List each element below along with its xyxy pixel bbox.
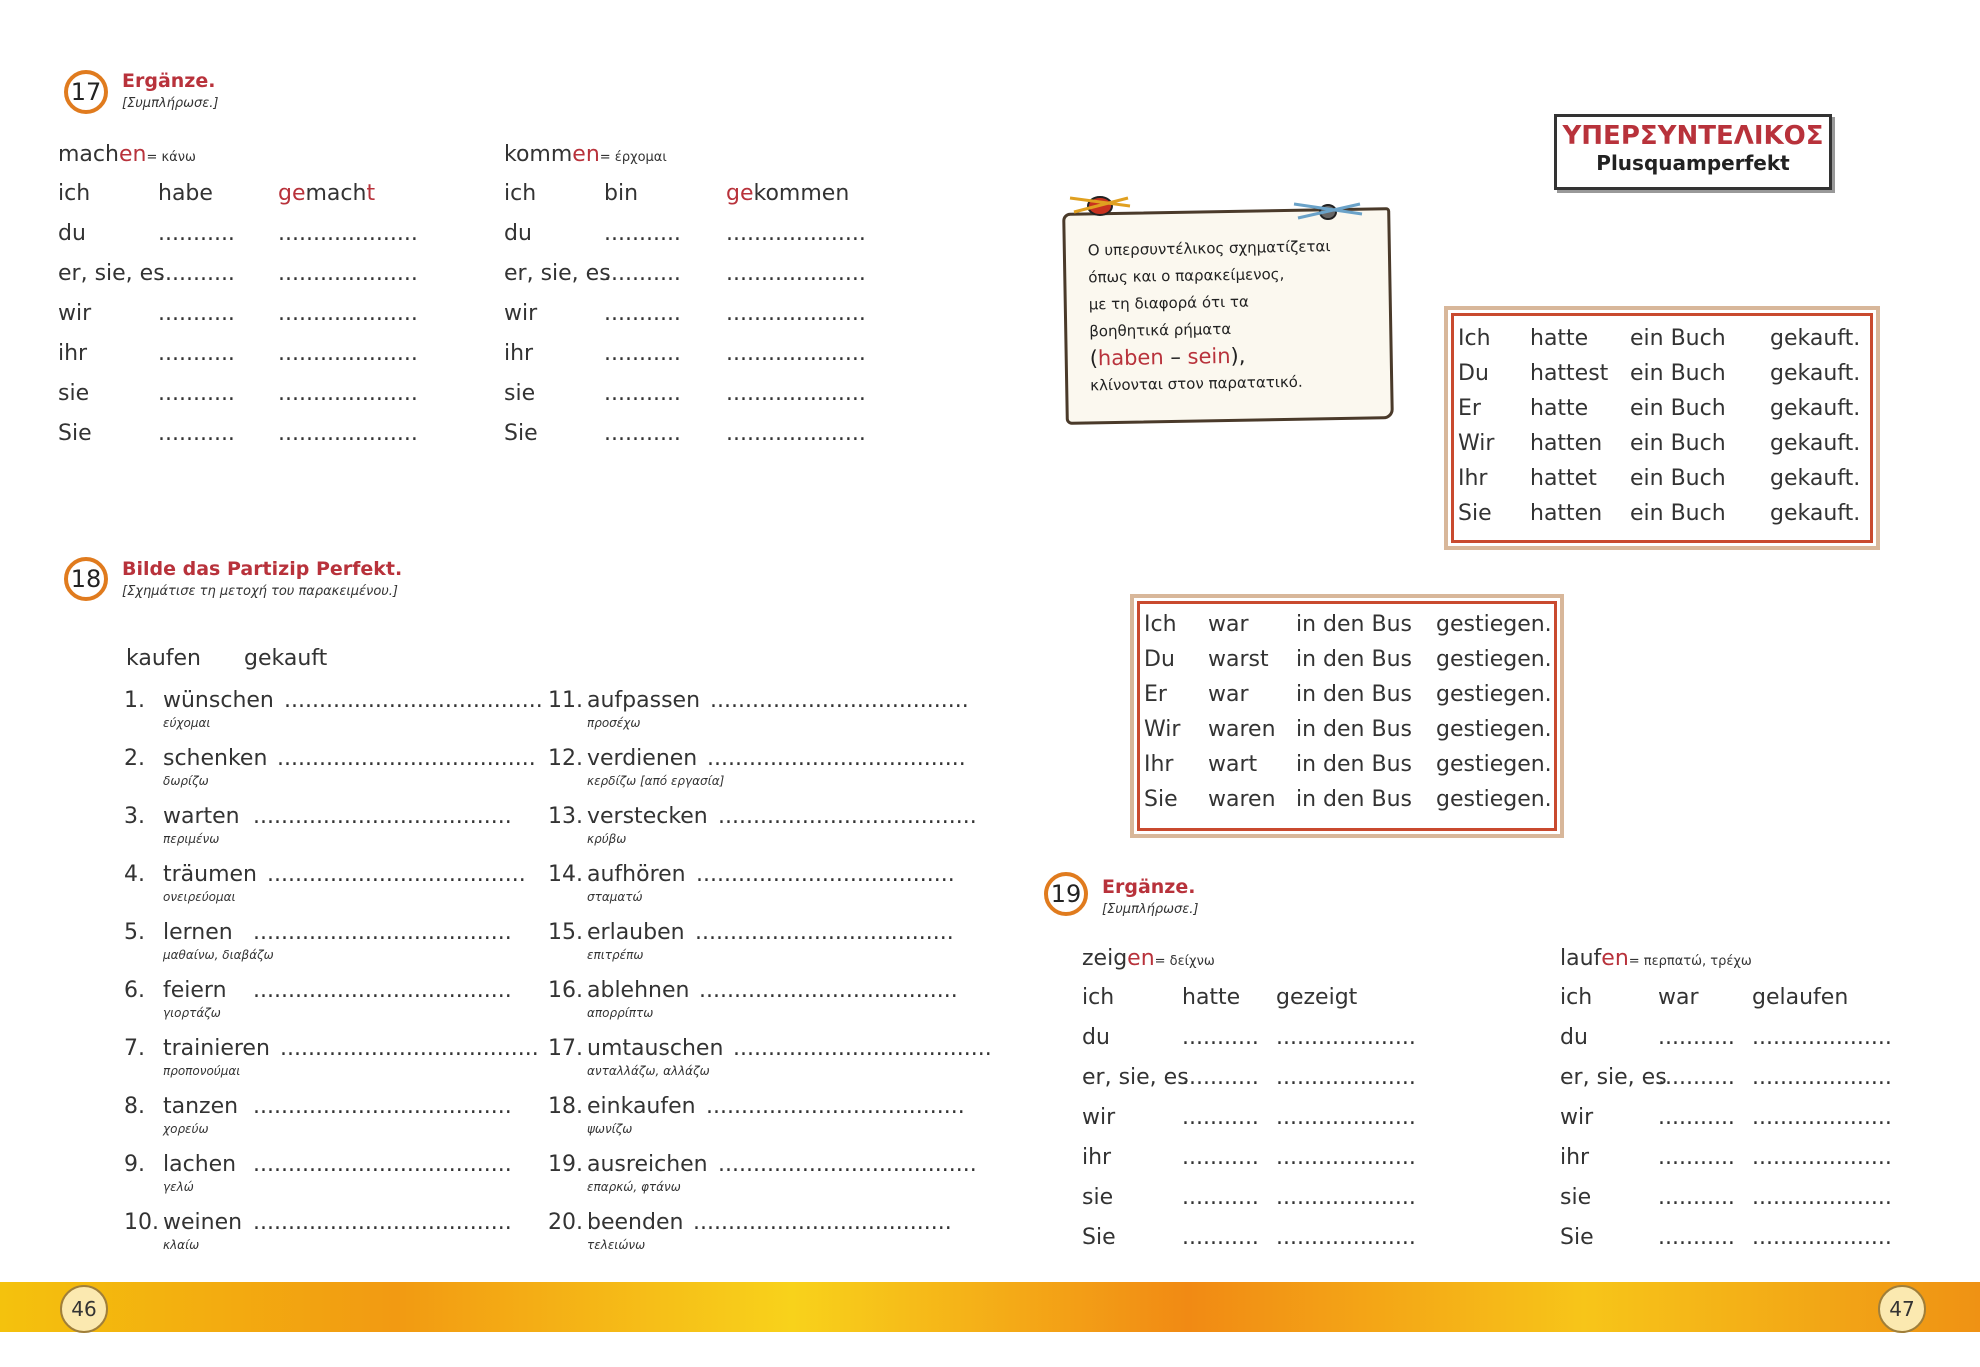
past-participle: gelaufen: [1752, 985, 1849, 1010]
item-verb: erlauben: [587, 920, 685, 945]
table-pronoun: Ihr: [1144, 752, 1174, 777]
pronoun: ihr: [1560, 1145, 1590, 1170]
table-participle: gekauft.: [1770, 466, 1861, 491]
scroll-sein: sein: [1187, 343, 1231, 369]
table-participle: gestiegen.: [1436, 647, 1552, 672]
table-pronoun: Wir: [1144, 717, 1181, 742]
item-verb: beenden: [587, 1210, 684, 1235]
pronoun: ihr: [1082, 1145, 1112, 1170]
table-auxiliary: hatten: [1530, 431, 1603, 456]
verb-stem: zeig: [1082, 946, 1128, 971]
scroll-dash: –: [1163, 344, 1188, 370]
exercise-number: 17: [70, 78, 102, 106]
table-participle: gestiegen.: [1436, 787, 1552, 812]
table-auxiliary: hatte: [1530, 326, 1589, 351]
pronoun: wir: [1082, 1105, 1116, 1130]
item-verb: aufpassen: [587, 688, 701, 713]
pronoun: Sie: [1560, 1225, 1594, 1250]
table-pronoun: Er: [1144, 682, 1167, 707]
exercise-subtitle: [Συμπλήρωσε.]: [122, 96, 219, 111]
pronoun: ich: [504, 181, 537, 206]
pronoun: du: [1082, 1025, 1110, 1050]
item-gloss: σταματώ: [587, 890, 643, 904]
blank-participle: ....................: [1752, 1065, 1892, 1090]
verb-meaning: = δείχνω: [1154, 954, 1215, 969]
blank-participle: ....................: [278, 341, 418, 366]
pronoun: ich: [1082, 985, 1115, 1010]
table-participle: gekauft.: [1770, 396, 1861, 421]
verb-meaning: = έρχομαι: [599, 150, 667, 165]
verb-ending: en: [1601, 946, 1629, 971]
item-gloss: τελειώνω: [587, 1238, 646, 1252]
scroll-paren: ),: [1230, 343, 1246, 368]
blank-participle: ....................: [726, 261, 866, 286]
blank-participle: ....................: [1752, 1145, 1892, 1170]
item-number: 9.: [124, 1152, 145, 1177]
item-number: 11.: [548, 688, 583, 713]
answer-blank: .....................................: [284, 688, 543, 713]
blank-auxiliary: ...........: [604, 421, 681, 446]
blank-auxiliary: ...........: [158, 381, 235, 406]
example-participle: gekauft: [244, 646, 328, 671]
blank-auxiliary: ...........: [1182, 1185, 1259, 1210]
blank-participle: ....................: [1752, 1025, 1892, 1050]
pronoun: er, sie, es: [504, 261, 611, 286]
scroll-text-line: με τη διαφορά ότι τα: [1088, 292, 1250, 314]
item-gloss: ανταλλάζω, αλλάζω: [587, 1064, 710, 1078]
page-number-right: 47: [1878, 1285, 1926, 1333]
blank-participle: ....................: [726, 381, 866, 406]
blank-participle: ....................: [1276, 1185, 1416, 1210]
scroll-text-line: βοηθητικά ρήματα: [1089, 319, 1232, 341]
table-pronoun: Du: [1144, 647, 1175, 672]
item-gloss: προπονούμαι: [163, 1064, 241, 1078]
blank-participle: ....................: [278, 221, 418, 246]
scroll-text-line: [1089, 341, 1332, 372]
answer-blank: .....................................: [253, 1094, 512, 1119]
item-verb: trainieren: [163, 1036, 270, 1061]
table-pronoun: Du: [1458, 361, 1489, 386]
table-auxiliary: wart: [1208, 752, 1258, 777]
item-gloss: κρύβω: [587, 832, 627, 846]
item-verb: träumen: [163, 862, 258, 887]
scroll-text-line: κλίνονται στον παρατατικό.: [1090, 372, 1303, 395]
item-number: 14.: [548, 862, 583, 887]
answer-blank: .....................................: [718, 1152, 977, 1177]
participle-stem: mach: [305, 181, 367, 206]
blank-participle: ....................: [1752, 1105, 1892, 1130]
pronoun: sie: [1560, 1185, 1592, 1210]
answer-blank: .....................................: [253, 920, 512, 945]
blank-auxiliary: ...........: [1182, 1065, 1259, 1090]
verb-heading: [1082, 946, 1215, 971]
item-gloss: ονειρεύομαι: [163, 890, 236, 904]
item-verb: ablehnen: [587, 978, 690, 1003]
scroll-text-line: όπως και ο παρακείμενος,: [1088, 265, 1285, 287]
table-participle: gekauft.: [1770, 501, 1861, 526]
item-verb: aufhören: [587, 862, 686, 887]
pronoun: er, sie, es: [58, 261, 165, 286]
item-gloss: εύχομαι: [163, 716, 211, 730]
blank-participle: ....................: [1276, 1225, 1416, 1250]
pronoun: er, sie, es: [1560, 1065, 1667, 1090]
item-verb: tanzen: [163, 1094, 239, 1119]
item-number: 3.: [124, 804, 145, 829]
item-gloss: δωρίζω: [163, 774, 209, 788]
item-verb: wünschen: [163, 688, 274, 713]
auxiliary-verb: habe: [158, 181, 213, 206]
blank-participle: ....................: [726, 301, 866, 326]
blank-participle: ....................: [726, 341, 866, 366]
blank-auxiliary: ...........: [1658, 1025, 1735, 1050]
exercise-number: 19: [1050, 880, 1082, 908]
past-participle: [726, 181, 849, 206]
exercise-number: 18: [70, 565, 102, 593]
pronoun: er, sie, es: [1082, 1065, 1189, 1090]
table-pronoun: Wir: [1458, 431, 1495, 456]
blank-participle: ....................: [726, 221, 866, 246]
answer-blank: .....................................: [718, 804, 977, 829]
blank-auxiliary: ...........: [158, 261, 235, 286]
item-gloss: επαρκώ, φτάνω: [587, 1180, 681, 1194]
table-participle: gestiegen.: [1436, 612, 1552, 637]
pronoun: ihr: [504, 341, 534, 366]
answer-blank: .....................................: [706, 1094, 965, 1119]
item-gloss: περιμένω: [163, 832, 220, 846]
scroll-paren: (: [1089, 346, 1099, 371]
table-object: in den Bus: [1296, 647, 1412, 672]
table-pronoun: Ich: [1458, 326, 1491, 351]
exercise-title: Bilde das Partizip Perfekt.: [122, 558, 403, 580]
answer-blank: .....................................: [253, 1152, 512, 1177]
item-number: 20.: [548, 1210, 583, 1235]
item-gloss: προσέχω: [587, 716, 641, 730]
item-number: 4.: [124, 862, 145, 887]
table-pronoun: Sie: [1458, 501, 1492, 526]
table-object: ein Buch: [1630, 361, 1726, 386]
blank-auxiliary: ...........: [1658, 1185, 1735, 1210]
table-auxiliary: hatten: [1530, 501, 1603, 526]
table-participle: gekauft.: [1770, 326, 1861, 351]
ladybug-icon: [1060, 184, 1140, 224]
decorative-footer-band: [0, 1282, 1980, 1332]
pronoun: ihr: [58, 341, 88, 366]
participle-prefix: ge: [726, 181, 754, 206]
item-number: 13.: [548, 804, 583, 829]
verb-meaning: = περπατώ, τρέχω: [1628, 954, 1752, 969]
table-object: in den Bus: [1296, 612, 1412, 637]
item-number: 15.: [548, 920, 583, 945]
blank-auxiliary: ...........: [1182, 1025, 1259, 1050]
auxiliary-verb: war: [1658, 985, 1699, 1010]
exercise-subtitle: [Συμπλήρωσε.]: [1102, 902, 1199, 917]
item-verb: feiern: [163, 978, 227, 1003]
table-pronoun: Sie: [1144, 787, 1178, 812]
grammar-title-german: Plusquamperfekt: [1596, 151, 1790, 175]
item-verb: weinen: [163, 1210, 243, 1235]
item-verb: verstecken: [587, 804, 708, 829]
item-gloss: μαθαίνω, διαβάζω: [163, 948, 274, 962]
item-number: 6.: [124, 978, 145, 1003]
blank-participle: ....................: [1752, 1225, 1892, 1250]
fly-icon: [1288, 192, 1368, 232]
blank-auxiliary: ...........: [604, 301, 681, 326]
blank-auxiliary: ...........: [1182, 1225, 1259, 1250]
answer-blank: .....................................: [693, 1210, 952, 1235]
answer-blank: .....................................: [253, 804, 512, 829]
table-participle: gekauft.: [1770, 361, 1861, 386]
past-participle: gezeigt: [1276, 985, 1358, 1010]
item-gloss: γελώ: [163, 1180, 194, 1194]
auxiliary-verb: bin: [604, 181, 639, 206]
pronoun: wir: [58, 301, 92, 326]
participle-ending: t: [366, 181, 376, 206]
item-number: 5.: [124, 920, 145, 945]
blank-participle: ....................: [1276, 1105, 1416, 1130]
blank-auxiliary: ...........: [158, 221, 235, 246]
blank-auxiliary: ...........: [158, 341, 235, 366]
answer-blank: .....................................: [699, 978, 958, 1003]
pronoun: Sie: [504, 421, 538, 446]
pronoun: sie: [1082, 1185, 1114, 1210]
verb-stem: komm: [504, 142, 573, 167]
answer-blank: .....................................: [267, 862, 526, 887]
item-number: 7.: [124, 1036, 145, 1061]
exercise-number-badge: [1044, 872, 1088, 916]
table-pronoun: Er: [1458, 396, 1481, 421]
table-auxiliary: war: [1208, 612, 1249, 637]
pronoun: Sie: [1082, 1225, 1116, 1250]
item-number: 12.: [548, 746, 583, 771]
blank-participle: ....................: [278, 421, 418, 446]
blank-auxiliary: ...........: [604, 381, 681, 406]
pronoun: sie: [58, 381, 90, 406]
item-number: 8.: [124, 1094, 145, 1119]
blank-participle: ....................: [278, 261, 418, 286]
item-verb: einkaufen: [587, 1094, 696, 1119]
table-object: ein Buch: [1630, 396, 1726, 421]
table-participle: gestiegen.: [1436, 717, 1552, 742]
pronoun: ich: [1560, 985, 1593, 1010]
item-verb: lachen: [163, 1152, 237, 1177]
table-auxiliary: waren: [1208, 717, 1276, 742]
item-verb: schenken: [163, 746, 268, 771]
verb-meaning: = κάνω: [146, 150, 196, 165]
table-auxiliary: waren: [1208, 787, 1276, 812]
table-object: in den Bus: [1296, 682, 1412, 707]
answer-blank: .....................................: [253, 978, 512, 1003]
verb-stem: mach: [58, 142, 119, 167]
blank-auxiliary: ...........: [604, 261, 681, 286]
item-gloss: απορρίπτω: [587, 1006, 654, 1020]
past-participle: [278, 181, 375, 206]
blank-participle: ....................: [1276, 1025, 1416, 1050]
blank-auxiliary: ...........: [1658, 1065, 1735, 1090]
verb-stem: lauf: [1560, 946, 1602, 971]
table-object: in den Bus: [1296, 752, 1412, 777]
table-object: ein Buch: [1630, 431, 1726, 456]
grammar-title-greek: ΥΠΕΡΣΥΝΤΕΛΙΚΟΣ: [1562, 121, 1824, 151]
blank-participle: ....................: [1752, 1185, 1892, 1210]
table-auxiliary: hatte: [1530, 396, 1589, 421]
auxiliary-verb: hatte: [1182, 985, 1241, 1010]
answer-blank: .....................................: [696, 862, 955, 887]
blank-participle: ....................: [278, 381, 418, 406]
item-number: 16.: [548, 978, 583, 1003]
item-gloss: κλαίω: [163, 1238, 200, 1252]
exercise-title: Ergänze.: [122, 70, 216, 92]
item-gloss: κερδίζω [από εργασία]: [587, 774, 725, 788]
verb-ending: en: [118, 142, 147, 167]
item-number: 17.: [548, 1036, 583, 1061]
exercise-number-badge: [64, 70, 108, 114]
verb-heading: [58, 142, 196, 167]
pronoun: sie: [504, 381, 536, 406]
table-participle: gestiegen.: [1436, 752, 1552, 777]
table-object: in den Bus: [1296, 787, 1412, 812]
pronoun: du: [504, 221, 532, 246]
item-verb: warten: [163, 804, 240, 829]
blank-auxiliary: ...........: [1182, 1145, 1259, 1170]
example-verb: kaufen: [126, 646, 202, 671]
verb-heading: [1560, 946, 1752, 971]
table-pronoun: Ich: [1144, 612, 1177, 637]
table-participle: gestiegen.: [1436, 682, 1552, 707]
table-object: in den Bus: [1296, 717, 1412, 742]
item-gloss: χορεύω: [163, 1122, 209, 1136]
item-gloss: ψωνίζω: [587, 1122, 633, 1136]
explanation-scroll: [1062, 207, 1394, 425]
scroll-text-line: Ο υπερσυντέλικος σχηματίζεται: [1087, 237, 1331, 260]
participle-stem: kommen: [753, 181, 850, 206]
pronoun: wir: [1560, 1105, 1594, 1130]
table-object: ein Buch: [1630, 466, 1726, 491]
table-auxiliary: war: [1208, 682, 1249, 707]
exercise-title: Ergänze.: [1102, 876, 1196, 898]
table-object: ein Buch: [1630, 326, 1726, 351]
page-number-left: 46: [60, 1285, 108, 1333]
item-verb: verdienen: [587, 746, 698, 771]
participle-prefix: ge: [278, 181, 306, 206]
blank-auxiliary: ...........: [1658, 1105, 1735, 1130]
exercise-subtitle: [Σχημάτισε τη μετοχή του παρακειμένου.]: [122, 584, 399, 599]
pronoun: du: [1560, 1025, 1588, 1050]
blank-auxiliary: ...........: [1658, 1145, 1735, 1170]
item-verb: lernen: [163, 920, 233, 945]
answer-blank: .....................................: [710, 688, 969, 713]
blank-auxiliary: ...........: [1658, 1225, 1735, 1250]
pronoun: Sie: [58, 421, 92, 446]
blank-participle: ....................: [726, 421, 866, 446]
table-participle: gekauft.: [1770, 431, 1861, 456]
blank-auxiliary: ...........: [158, 421, 235, 446]
table-auxiliary: hattet: [1530, 466, 1597, 491]
table-pronoun: Ihr: [1458, 466, 1488, 491]
blank-auxiliary: ...........: [604, 221, 681, 246]
pronoun: ich: [58, 181, 91, 206]
scroll-haben: haben: [1097, 345, 1164, 371]
answer-blank: .....................................: [277, 746, 536, 771]
blank-participle: ....................: [278, 301, 418, 326]
blank-participle: ....................: [1276, 1065, 1416, 1090]
answer-blank: .....................................: [695, 920, 954, 945]
table-object: ein Buch: [1630, 501, 1726, 526]
exercise-number-badge: [64, 557, 108, 601]
item-number: 19.: [548, 1152, 583, 1177]
verb-ending: en: [572, 142, 600, 167]
item-gloss: επιτρέπω: [587, 948, 644, 962]
answer-blank: .....................................: [253, 1210, 512, 1235]
item-number: 10.: [124, 1210, 159, 1235]
item-verb: umtauschen: [587, 1036, 724, 1061]
pronoun: wir: [504, 301, 538, 326]
grammar-title-box: [1554, 114, 1832, 190]
table-auxiliary: hattest: [1530, 361, 1609, 386]
answer-blank: .....................................: [280, 1036, 539, 1061]
item-number: 2.: [124, 746, 145, 771]
blank-auxiliary: ...........: [1182, 1105, 1259, 1130]
pronoun: du: [58, 221, 86, 246]
item-number: 18.: [548, 1094, 583, 1119]
answer-blank: .....................................: [733, 1036, 992, 1061]
blank-participle: ....................: [1276, 1145, 1416, 1170]
item-verb: ausreichen: [587, 1152, 708, 1177]
table-auxiliary: warst: [1208, 647, 1269, 672]
answer-blank: .....................................: [707, 746, 966, 771]
item-gloss: γιορτάζω: [163, 1006, 221, 1020]
blank-auxiliary: ...........: [604, 341, 681, 366]
item-number: 1.: [124, 688, 145, 713]
verb-ending: en: [1127, 946, 1155, 971]
verb-heading: [504, 142, 667, 167]
blank-auxiliary: ...........: [158, 301, 235, 326]
